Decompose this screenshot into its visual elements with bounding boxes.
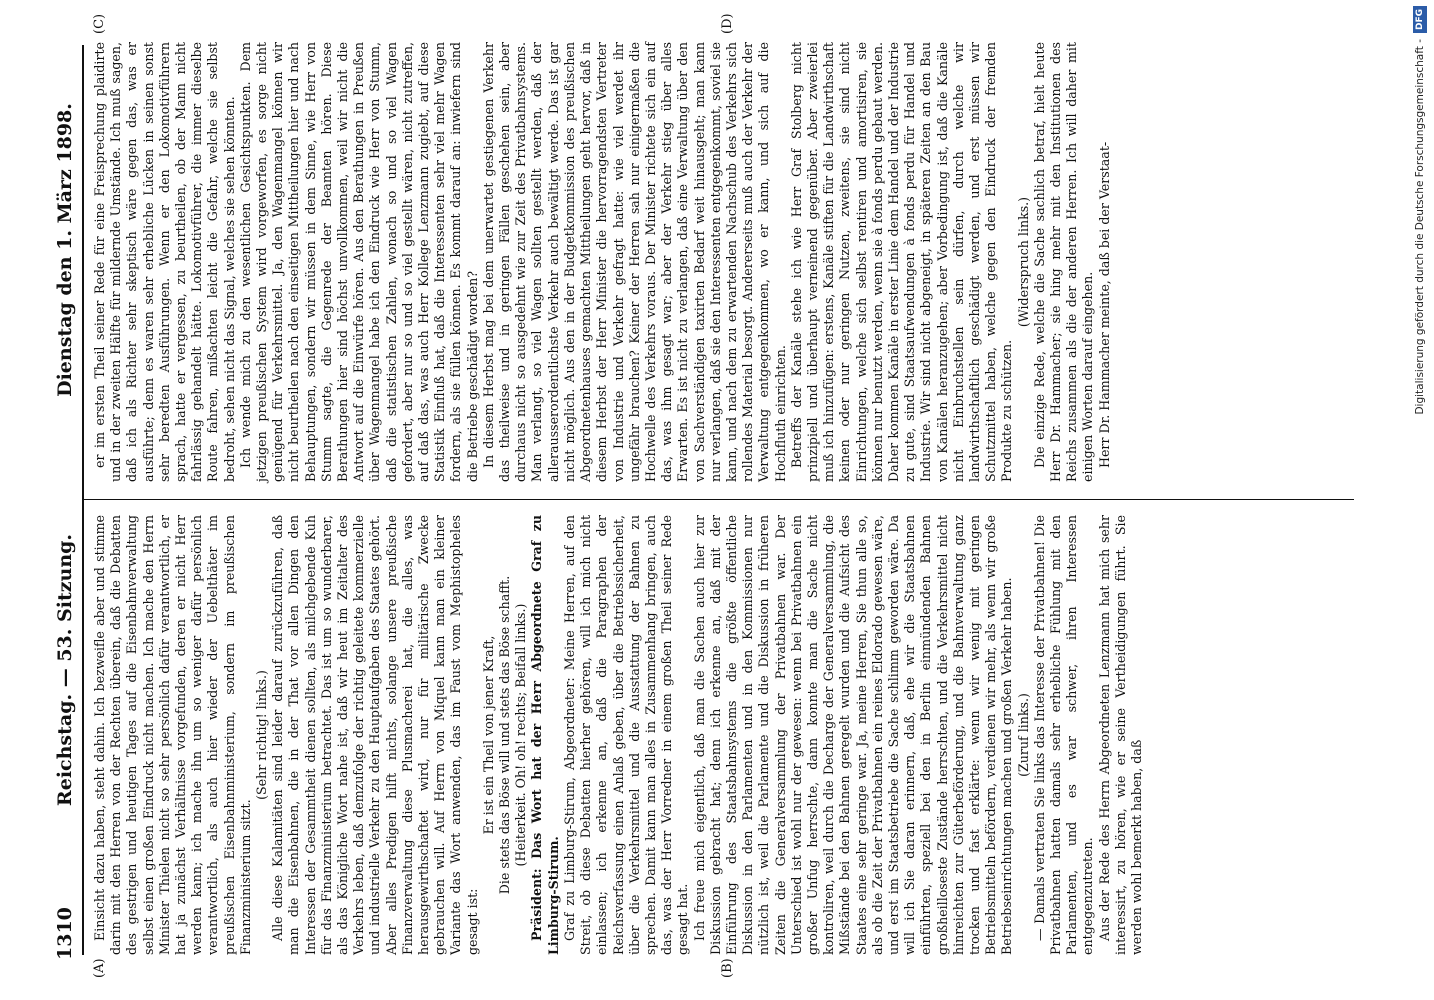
page-header (50, 40, 80, 960)
margin-marker-d: (D) (720, 13, 735, 34)
paragraph: Ich wende mich zu den wesentlichen Gesichtspunkten. Dem jetzigen preußischen System wird vorgeworfen, es sorge nicht genügend für Verkehrsmittel. Ja, den Wagenmangel können wir nicht beurtheilen nach den einseitigen Mittheilungen hier und nach Behauptungen, sondern wir müssen in dem Sinne, wie Herr von Stumm sagte, die Gegenrede der Beamten hören. Diese Berathungen hier sind höchst unvollkommen, weil wir nicht die Antwort auf die Einwürfe hören. Aus den Berathungen in Preußen über Wagenmangel habe ich den Eindruck wie Herr von Stumm, daß die statistischen Zahlen, wonach so und so viel Wagen gefordert, aber nur so und so viel gestellt wären, nicht zutreffen, auf daß das, was auch Herr Kollege Lenzmann zugiebt, auf diese Statistik Einfluß hat, daß die Interessenten sehr viel mehr Wagen fordern, als sie füllen können. Es kommt darauf an: inwiefern sind die Betriebe geschädigt worden? (237, 42, 480, 482)
interjection: (Zuruf links.) (1015, 693, 1031, 777)
credit-text: Digitalisierung gefördert durch die Deutsche Forschungsgemeinschaft - (1414, 39, 1426, 415)
dfg-logo: DFG (1413, 6, 1427, 33)
interjection: (Sehr richtig! links.) (254, 670, 270, 800)
paragraph: Herr Dr. Hammacher meinte, daß bei der Verstaat- (1096, 141, 1112, 468)
margin-marker-c: (C) (92, 13, 107, 34)
header-right-title: Dienstag den 1. März 1898. (54, 103, 76, 397)
paragraph: Ich freue mich eigentlich, daß man die Sachen auch hier zur Diskussion gebracht hat; denn ich erkenne an, daß mit der Einführung des Staatsbahnsystems die größte öffentliche Diskussion in den Parlamenten und in den Kommissionen nur nützlich ist, weil die Parlamente und die Diskussion in früheren Zeiten die Generalversammlung der Privatbahnen war. Der Unterschied ist wohl nur der gewesen: wenn bei Privatbahnen ein großer Unfug herrschte, dann konnte man die Sache nicht kontroliren, weil durch die Decharge der Generalversammlung, die Mißstände bei den Bahnen geregelt wurden und die Aufsicht des Staates eine sehr geringe war. Ja, meine Herren, Sie thun alle so, als ob die Zeit der Privatbahnen ein reines Eldorado gewesen wäre, und erst im Staatsbetriebe die Sache schlimm geworden wäre. Da will ich Sie daran erinnern, daß, ehe wir die Staatsbahnen einführten, speziell bei den in Berlin einmündenden Bahnen großheilloseste Zustände herrschten, und die Verkehrsmittel nicht hinreichten zur Güterbeförderung, und die Bahnverwaltung ganz trocken und fast erklärte: wenn wir wenig mit geringen Betriebsmitteln befördern, verdienen wir mehr, als wenn wir große Betriebseinrichtungen machen und großen Verkehr haben. (691, 515, 1015, 955)
paragraph: er im ersten Theil seiner Rede für eine Freisprechung plaidirte und in der zweiten Hälfte für mildernde Umstände. Ich muß sagen, daß ich als Richter sehr skeptisch wäre gegen das, was er ausführte; denn es waren sehr erhebliche Lücken in seinen sonst sehr beredten Ausführungen. Wenn er den Lokomotivführern sprach, hatte er vergessen, zu beurtheilen, ob der Mann nicht fahrlässig gehandelt hätte. Lokomotivführer, die immer dieselbe Route fahren, mißachten leicht die Gefahr, welche sie selbst bedroht, sehen nicht das Signal, welches sie sehen könnten. (92, 42, 237, 482)
digitization-credit (1409, 6, 1431, 996)
paragraph: — Damals vertraten Sie links das Interesse der Privatbahnen! Die Privatbahnen hatten damals sehr erhebliche Fühlung mit den Parlamenten, und es war schwer, ihren Interessen entgegenzutreten. (1031, 515, 1096, 955)
paragraph: Alle diese Kalamitäten sind leider darauf zurückzuführen, daß man die Eisenbahnen, die in der That vor allen Dingen den Interessen der Gesammtheit dienen sollten, als milchgebende Kuh für das Finanzministerium betrachtet. Das ist um so wunderbarer, als das Königliche Wort nahe ist, daß wir heut im Zeitalter des Verkehrs leben, daß demzufolge der richtig geleitete kommerzielle und industrielle Verkehr zu den Hauptaufgaben des Staates gehört. Aber alles Predigen hilft nichts, solange unsere preußische Finanzverwaltung diese Plusmacherei hat, die alles, was herausgewirthschaftet wird, nur für militärische Zwecke gebrauchen will. Auf Herrn von Miquel kann man ein kleiner Variante das Wort anwenden, das im Faust vom Mephistopheles gesagt ist: (270, 515, 480, 955)
interjection: (Widerspruch links.) (1015, 196, 1031, 328)
left-text-column (92, 515, 1145, 955)
interjection: (Heiterkeit. Oh! oh! rechts; Beifall links.) (513, 603, 529, 867)
margin-marker-a: (A) (92, 958, 107, 978)
interjection: Er ist ein Theil von jener Kraft, (480, 635, 496, 835)
paragraph: Einsicht dazu haben, steht dahin. Ich bezweifle aber und stimme darin mit den Herren von der Rechten überein, daß die Debatten des gestrigen und heutigen Tages auf die Eisenbahnverwaltung selbst einen großen Eindruck nicht machen. Ich mache den Herrn Minister Thielen nicht so sehr persönlich dafür verantwortlich, er hat ja zunächst Verhältnisse vorgefunden, deren er nicht Herr werden kann; ich mache ihn um so weniger dafür persönlich verantwortlich, als auch hier wieder der Uebelthäter im preußischen Eisenbahnministerium, sondern im preußischen Finanzministerium sitzt. (92, 515, 253, 955)
page-number: 1310 (54, 907, 76, 960)
margin-marker-b: (B) (720, 958, 735, 978)
interjection: Die stets das Böse will und stets das Böse schafft. (497, 575, 513, 895)
paragraph: Aus der Rede des Herrn Abgeordneten Lenzmann hat mich sehr interessirt, zu hören, wie er seine Vertheidigungen führt. Sie werden wohl bemerkt haben, daß (1096, 515, 1144, 955)
header-rule (82, 45, 84, 955)
right-text-column (92, 42, 1113, 482)
paragraph: Graf zu Limburg-Stirum, Abgeordneter: Meine Herren, auf den Streit, ob diese Debatten hierher gehören, will ich mich nicht einlassen; ich erkenne an, daß die Paragraphen der Reichsverfassung einen Anlaß geben, über die Betriebssicherheit, über die Verkehrsmittel und die Ausstattung der Bahnen zu sprechen. Damit kann man alles in Zusammenhang bringen, auch das, was der Herr Vorredner in einem großen Theil seiner Rede gesagt hat. (561, 515, 691, 955)
column-divider (84, 499, 1354, 500)
paragraph: Die einzige Rede, welche die Sache sachlich betraf, hielt heute Herr Dr. Hammacher; sie hing mehr mit den Institutionen des Reichs zusammen als die der anderen Herren. Ich will daher mit einigen Worten darauf eingehen. (1031, 42, 1096, 482)
paragraph: Betreffs der Kanäle stehe ich wie Herr Graf Stolberg nicht prinzipiell und überhaupt verneinend gegenüber. Aber zweierlei muß ich hinzufügen: erstens, Kanäle stiften für die Landwirthschaft keinen oder nur geringen Nutzen, zweitens, sie sind nicht Einrichtungen, welche sich selbst rentiren und amortisiren, sie können nur benutzt werden, wenn sie à fonds perdu gebaut werden. Daher kommen Kanäle in erster Linie dem Handel und der Industrie zu gute, sind Staatsaufwendungen à fonds perdu für Handel und Industrie. Wir sind nicht abgeneigt, in späteren Zeiten an den Bau von Kanälen heranzugehen; aber Vorbedingung ist, daß die Kanäle nicht Einbruchstellen sein dürfen, durch welche wir landwirthschaftlich geschädigt werden, und erst müssen wir Schutzmittel haben, welche gegen den Eindruck der fremden Produkte zu schützen. (788, 42, 1015, 482)
speaker-paragraph: Präsident: Das Wort hat der Herr Abgeordnete Graf zu Limburg-Stirum. (529, 515, 561, 955)
header-left-title: Reichstag. — 53. Sitzung. (54, 533, 76, 807)
paragraph: In diesem Herbst mag bei dem unerwartet gestiegenen Verkehr das theilweise und in geringen Fällen geschehen sein, aber durchaus nicht so ausgedehnt wie zur Zeit des Privatbahnsystems. Man verlangt, so viel Wagen sollten gestellt werden, daß der allerausserordentlichste Verkehr auch bewältigt werde. Das ist gar nicht möglich. Aus den in der Budgetkommission des preußischen Abgeordnetenhauses gemachten Mittheilungen geht hervor, daß in diesem Herbst der Herr Minister die hervorragendsten Vertreter von Industrie und Verkehr gefragt hatte: wie viel werdet ihr ungefähr brauchen? Keiner der Herren sah nur einigermaßen die Hochwelle des Verkehrs voraus. Der Minister richtete sich ein auf das, was ihm gesagt war; aber der Verkehr stieg über alles Erwarten. Es ist nicht zu verlangen, daß eine Verwaltung über den von Sachverständigen taxirten Bedarf weit hinausgeht; man kann nur verlangen, daß sie den Interessenten entgegenkommt, soviel sie kann, und nach dem zu erwartenden Nachschub des Verkehrs sich rollendes Material besorgt. Andererseits muß auch der Verkehr der Verwaltung entgegenkommen, wo er kann, und sich auf die Hochfluth einrichten. (480, 42, 788, 482)
